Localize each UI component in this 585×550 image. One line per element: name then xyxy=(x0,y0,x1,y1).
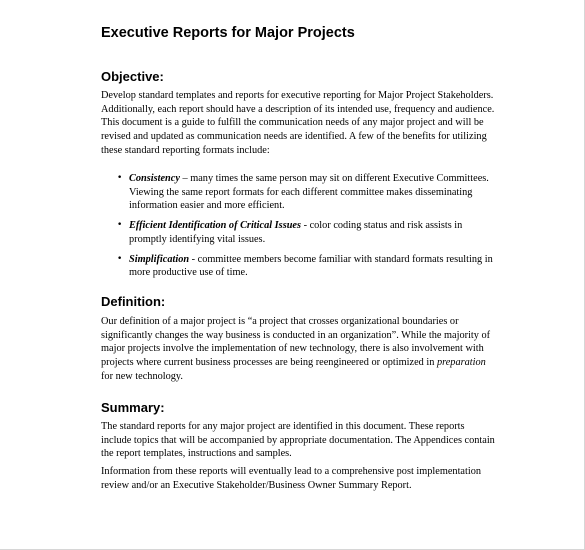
bullet-separator: - xyxy=(189,253,198,265)
summary-paragraph: Information from these reports will eventually lead to a comprehensive post implementation review and/or an Executive Stakeholder/Business Owner Summary Report. xyxy=(101,466,482,491)
bullet-separator: - xyxy=(301,220,310,232)
bullet-icon: • xyxy=(117,173,123,183)
list-item xyxy=(101,253,501,280)
definition-text: Our definition of a major project is “a project that crosses organizational boundaries or significantly changes the way business is conducted in an organization”. While the majority of major projects involve the implementation of new technology, there is also involvement with projects where current business processes are being reengineered or optimized in xyxy=(101,316,491,369)
definition-italic-word: preparation xyxy=(436,357,486,369)
bullet-text: many times the same person may sit on different Executive Committees. Viewing the same report formats for each different committee makes disseminating information easier and more efficient. xyxy=(129,173,489,212)
bullet-text: committee members become familiar with standard formats resulting in more productive use of time. xyxy=(129,253,493,279)
benefits-list xyxy=(101,172,501,280)
definition-paragraph xyxy=(101,315,496,384)
list-item xyxy=(101,219,501,246)
bullet-separator: – xyxy=(179,173,191,184)
bullet-icon: • xyxy=(117,220,123,231)
definition-text-end: for new technology. xyxy=(101,370,183,382)
objective-paragraph: Develop standard templates and reports for executive reporting for Major Project Stakeholders. Additionally, each report should have a description of its intended use, frequency and audience. This document is a guide to fulfill the communication needs of any major project and will be revised and updated as communication needs are identified. A few of the benefits for utilizing these standard reporting formats include: xyxy=(101,90,495,156)
bullet-text: color coding status and risk assists in promptly identifying vital issues. xyxy=(129,220,463,245)
bullet-term: Efficient Identification of Critical Issues xyxy=(129,220,302,232)
summary-heading: Summary: xyxy=(101,400,165,415)
list-item xyxy=(101,172,501,213)
definition-heading: Definition: xyxy=(101,294,166,309)
objective-heading: Objective: xyxy=(101,69,164,84)
summary-paragraph: The standard reports for any major project are identified in this document. These reports include topics that will be accompanied by appropriate documentation. The Appendices contain the report templates, instructions and samples. xyxy=(101,421,495,460)
bullet-term: Consistency xyxy=(129,173,180,184)
document-title: Executive Reports for Major Projects xyxy=(101,25,355,41)
bullet-term: Simplification xyxy=(129,253,190,265)
bullet-icon: • xyxy=(117,253,123,264)
